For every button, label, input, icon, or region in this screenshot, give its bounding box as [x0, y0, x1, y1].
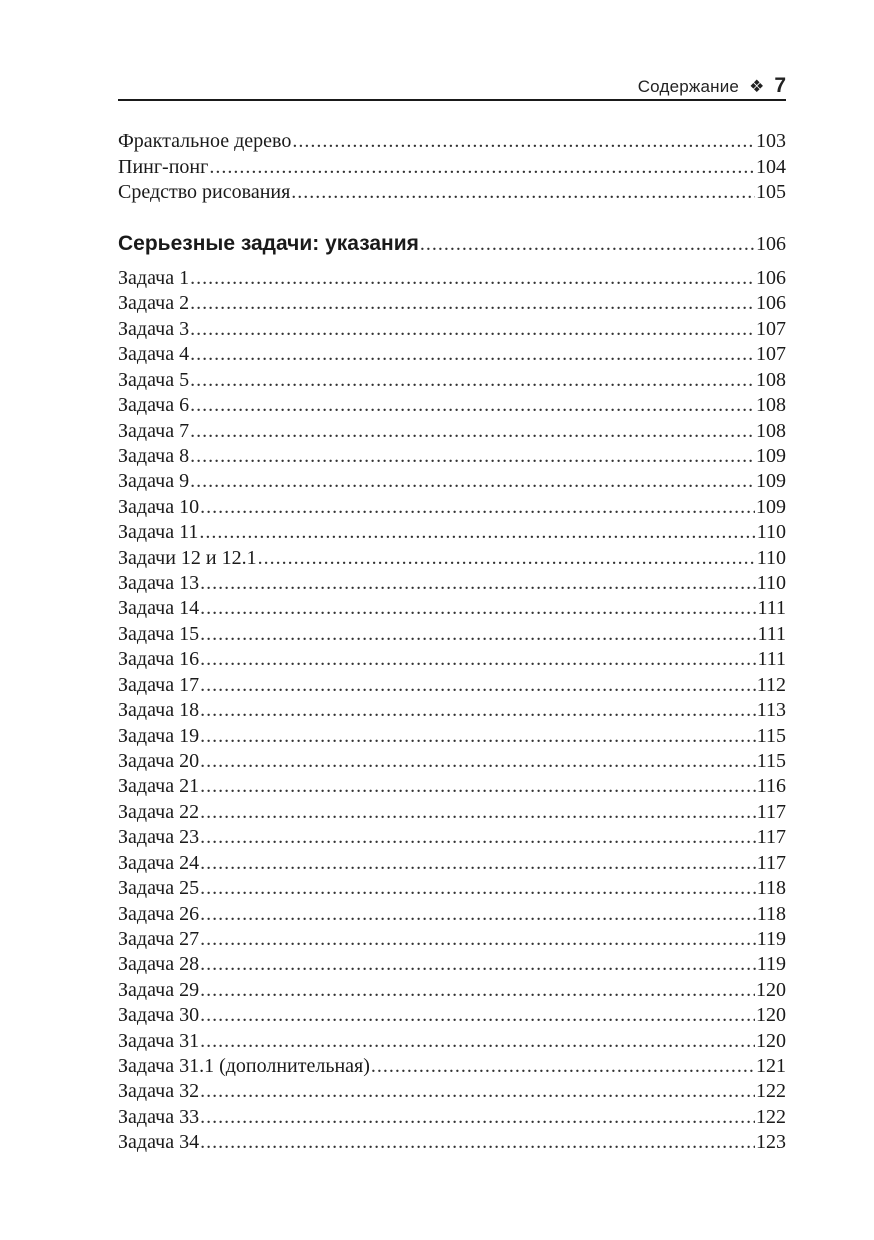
toc-entry-label: Задача 9: [118, 470, 190, 493]
toc-entry-label: Задача 7: [118, 419, 190, 442]
toc-page-number: 103: [756, 130, 786, 152]
dot-leader: [200, 1130, 755, 1154]
dot-leader: [200, 571, 756, 595]
dot-leader: [190, 444, 755, 468]
dot-leader: [190, 368, 755, 392]
toc-entry-label: Задача 4: [118, 343, 190, 366]
toc-entry[interactable]: [118, 520, 786, 544]
dot-leader: [258, 546, 756, 570]
dot-leader: [200, 927, 756, 951]
toc-page-number: 112: [756, 673, 786, 696]
toc-page-number: 106: [756, 267, 786, 289]
dot-leader: [200, 495, 755, 519]
toc-section-heading[interactable]: [118, 232, 786, 256]
toc-entry-label: Задача 8: [118, 444, 190, 467]
toc-page-number: 110: [756, 521, 786, 544]
toc-entry[interactable]: [118, 469, 786, 493]
dot-leader: [200, 952, 756, 976]
dot-leader: [190, 419, 755, 443]
dot-leader: [200, 673, 756, 697]
toc-entry-label: Задача 5: [118, 368, 190, 391]
ornament-icon: ❖: [749, 77, 765, 96]
toc-entry[interactable]: [118, 647, 786, 671]
dot-leader: [209, 155, 755, 179]
toc-entry-label: Задача 31.1 (дополнительная): [118, 1055, 370, 1078]
toc-page-number: 115: [756, 724, 786, 747]
running-header-title: Содержание: [637, 77, 740, 96]
toc-entry-label: Средство рисования: [118, 181, 291, 203]
toc-page-number: 108: [756, 368, 786, 391]
toc-entry[interactable]: [118, 495, 786, 519]
toc-entry-label: Задача 17: [118, 673, 200, 696]
toc-entry-label: Задача 2: [118, 292, 190, 315]
dot-leader: [420, 232, 755, 256]
toc-entry-label: Задача 31: [118, 1029, 200, 1052]
toc-entry[interactable]: [118, 266, 786, 290]
toc-entry[interactable]: [118, 825, 786, 849]
toc-entry[interactable]: [118, 673, 786, 697]
toc-page-number: 123: [756, 1131, 786, 1154]
running-header: [638, 74, 786, 98]
toc-page-number: 119: [756, 953, 786, 976]
dot-leader: [200, 800, 756, 824]
dot-leader: [190, 291, 755, 315]
dot-leader: [200, 876, 756, 900]
toc-entry-label: Задача 15: [118, 622, 200, 645]
toc-entry[interactable]: [118, 1054, 786, 1078]
toc-page-number: 111: [757, 622, 786, 645]
toc-page-number: 108: [756, 394, 786, 417]
toc-page-number: 116: [756, 775, 786, 798]
toc-entry[interactable]: [118, 952, 786, 976]
toc-entry-label: Задача 22: [118, 800, 200, 823]
toc-entry-label: Задача 20: [118, 749, 200, 772]
toc-page-number: 120: [756, 978, 786, 1001]
toc-page-number: 109: [756, 470, 786, 493]
toc-entry[interactable]: [118, 571, 786, 595]
toc-entry-label: Задача 19: [118, 724, 200, 747]
dot-leader: [190, 469, 755, 493]
dot-leader: [200, 1105, 755, 1129]
toc-entry[interactable]: [118, 1003, 786, 1027]
dot-leader: [200, 698, 756, 722]
toc-entry[interactable]: [118, 342, 786, 366]
toc-page-number: 111: [757, 648, 786, 671]
toc-entry[interactable]: [118, 1079, 786, 1103]
toc-page-number: 105: [756, 181, 786, 203]
toc-page-number: 118: [756, 902, 786, 925]
dot-leader: [200, 647, 756, 671]
toc-entry[interactable]: [118, 927, 786, 951]
dot-leader: [190, 393, 755, 417]
dot-leader: [190, 317, 755, 341]
dot-leader: [200, 825, 756, 849]
dot-leader: [200, 1079, 755, 1103]
toc-entry[interactable]: [118, 724, 786, 748]
toc-section-label: Серьезные задачи: указания: [118, 232, 419, 255]
toc-entry[interactable]: [118, 622, 786, 646]
toc-entry[interactable]: [118, 596, 786, 620]
toc-page-number: 120: [756, 1029, 786, 1052]
toc-entry-label: Задача 1: [118, 267, 190, 289]
toc-entry-label: Задача 28: [118, 953, 200, 976]
toc-page-number: 106: [756, 292, 786, 315]
toc-entry[interactable]: [118, 444, 786, 468]
toc-entry-label: Задача 34: [118, 1131, 200, 1154]
page-number: 7: [774, 74, 786, 97]
toc-page-number: 121: [756, 1055, 786, 1078]
toc-entry-label: Задача 24: [118, 851, 200, 874]
toc-entry-label: Задача 26: [118, 902, 200, 925]
dot-leader: [199, 520, 755, 544]
toc-entry-label: Задача 25: [118, 877, 200, 900]
toc-entry[interactable]: [118, 1105, 786, 1129]
toc-entry-label: Задача 13: [118, 572, 200, 595]
toc-entry-label: Задача 16: [118, 648, 200, 671]
toc-page-number: 107: [756, 317, 786, 340]
toc-entry[interactable]: [118, 155, 786, 179]
toc-entry[interactable]: [118, 419, 786, 443]
toc-entry[interactable]: [118, 1029, 786, 1053]
toc-page-number: 117: [756, 851, 786, 874]
toc-entry[interactable]: [118, 180, 786, 204]
dot-leader: [371, 1054, 755, 1078]
toc-entry-label: Задача 18: [118, 699, 200, 722]
toc-entry[interactable]: [118, 978, 786, 1002]
toc-page-number: 122: [756, 1105, 786, 1128]
toc-entry-label: Задача 29: [118, 978, 200, 1001]
dot-leader: [200, 1029, 755, 1053]
dot-leader: [291, 180, 755, 204]
toc-entry-label: Задача 21: [118, 775, 200, 798]
toc-entry-label: Задача 27: [118, 927, 200, 950]
toc-page-number: 118: [756, 877, 786, 900]
toc-entry-label: Пинг-понг: [118, 155, 209, 178]
dot-leader: [190, 266, 755, 290]
dot-leader: [200, 774, 756, 798]
dot-leader: [200, 851, 756, 875]
toc-page-number: 115: [756, 749, 786, 772]
toc-page-number: 109: [756, 495, 786, 518]
toc-entry-label: Задачи 12 и 12.1: [118, 546, 257, 569]
dot-leader: [200, 1003, 755, 1027]
dot-leader: [200, 749, 756, 773]
toc-entry[interactable]: [118, 749, 786, 773]
dot-leader: [200, 596, 756, 620]
toc-entry-label: Задача 6: [118, 394, 190, 417]
toc-page-number: 106: [756, 233, 786, 255]
toc-page-number: 108: [756, 419, 786, 442]
toc-entry[interactable]: [118, 368, 786, 392]
toc-entry[interactable]: [118, 800, 786, 824]
toc-page-number: 122: [756, 1080, 786, 1103]
dot-leader: [292, 129, 755, 153]
toc-entry[interactable]: [118, 317, 786, 341]
dot-leader: [200, 724, 756, 748]
toc-page-number: 110: [756, 572, 786, 595]
toc-page-number: 113: [756, 699, 786, 722]
toc-entry-label: Задача 11: [118, 521, 199, 544]
toc-entry[interactable]: [118, 902, 786, 926]
toc-entry-label: Фрактальное дерево: [118, 130, 292, 152]
toc-page-number: 110: [756, 546, 786, 569]
toc-page-number: 109: [756, 444, 786, 467]
toc-entry-label: Задача 10: [118, 495, 200, 518]
toc-page-number: 104: [756, 155, 786, 178]
toc-entry[interactable]: [118, 546, 786, 570]
toc-page-number: 119: [756, 927, 786, 950]
toc-entry-label: Задача 14: [118, 597, 200, 620]
toc-entry[interactable]: [118, 393, 786, 417]
toc-entry[interactable]: [118, 291, 786, 315]
dot-leader: [190, 342, 755, 366]
dot-leader: [200, 978, 755, 1002]
toc-page-number: 120: [756, 1004, 786, 1027]
toc-entry-label: Задача 33: [118, 1105, 200, 1128]
toc-entry[interactable]: [118, 851, 786, 875]
toc-entry-label: Задача 30: [118, 1004, 200, 1027]
toc-entry-label: Задача 3: [118, 317, 190, 340]
toc-page-number: 107: [756, 343, 786, 366]
header-rule: [118, 99, 786, 101]
toc-entry[interactable]: [118, 1130, 786, 1154]
toc-page-number: 117: [756, 800, 786, 823]
toc-entry-label: Задача 23: [118, 826, 200, 849]
toc-entry[interactable]: [118, 774, 786, 798]
dot-leader: [200, 622, 756, 646]
toc-entry[interactable]: [118, 876, 786, 900]
toc-entry[interactable]: [118, 129, 786, 153]
toc-page-number: 117: [756, 826, 786, 849]
dot-leader: [200, 902, 756, 926]
toc-page-number: 111: [757, 597, 786, 620]
toc-entry-label: Задача 32: [118, 1080, 200, 1103]
toc-entry[interactable]: [118, 698, 786, 722]
